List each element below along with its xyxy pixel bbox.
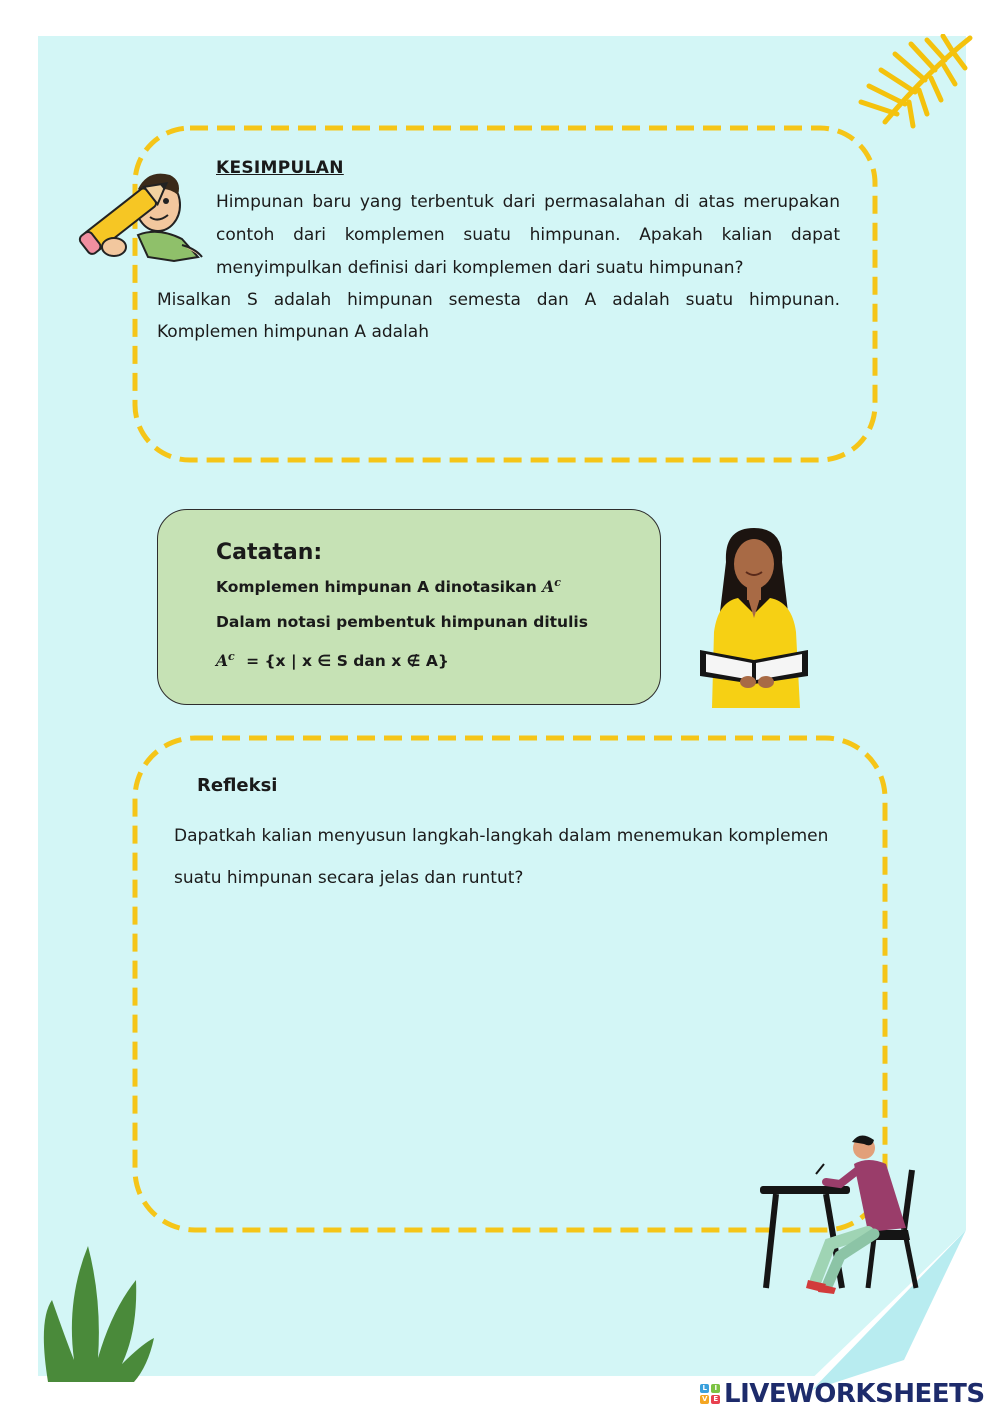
catatan-line-formula (216, 650, 449, 670)
kesimpulan-heading: KESIMPULAN (216, 158, 344, 178)
kesimpulan-line: Himpunan baru yang terbentuk dari permasalahan di atas merupakan (216, 192, 840, 212)
complement-symbol: $A^c$ (216, 650, 235, 671)
green-plant-illustration (38, 1240, 158, 1382)
catatan-title: Catatan: (216, 540, 323, 565)
catatan-note-box (157, 509, 661, 705)
catatan-line-notation (216, 576, 561, 596)
set-builder-formula: = {x | x ∈ S dan x ∉ A} (246, 652, 449, 671)
palm-leaf-icon (815, 34, 975, 130)
person-at-desk-illustration (756, 1134, 932, 1294)
complement-symbol: $A^c$ (542, 576, 561, 597)
logo-text: LIVEWORKSHEETS (724, 1379, 985, 1409)
kesimpulan-line: menyimpulkan definisi dari komplemen dari suatu himpunan? (216, 258, 744, 278)
catatan-notation-text: Komplemen himpunan A dinotasikan (216, 578, 537, 597)
logo-badge-icon: L I V E (700, 1384, 720, 1404)
catatan-line-builder: Dalam notasi pembentuk himpunan ditulis (216, 613, 588, 631)
refleksi-question-line: suatu himpunan secara jelas dan runtut? (174, 868, 524, 888)
woman-reading-book-illustration (696, 522, 812, 708)
refleksi-question-line: Dapatkah kalian menyusun langkah-langkah dalam menemukan komplemen (174, 826, 829, 846)
boy-with-pencil-illustration (78, 165, 208, 287)
kesimpulan-line: contoh dari komplemen suatu himpunan. Apakah kalian dapat (216, 225, 840, 245)
kesimpulan-line: Komplemen himpunan A adalah (157, 322, 429, 342)
liveworksheets-logo (700, 1378, 985, 1410)
refleksi-title: Refleksi (197, 775, 278, 796)
kesimpulan-line: Misalkan S adalah himpunan semesta dan A adalah suatu himpunan. (157, 290, 840, 310)
